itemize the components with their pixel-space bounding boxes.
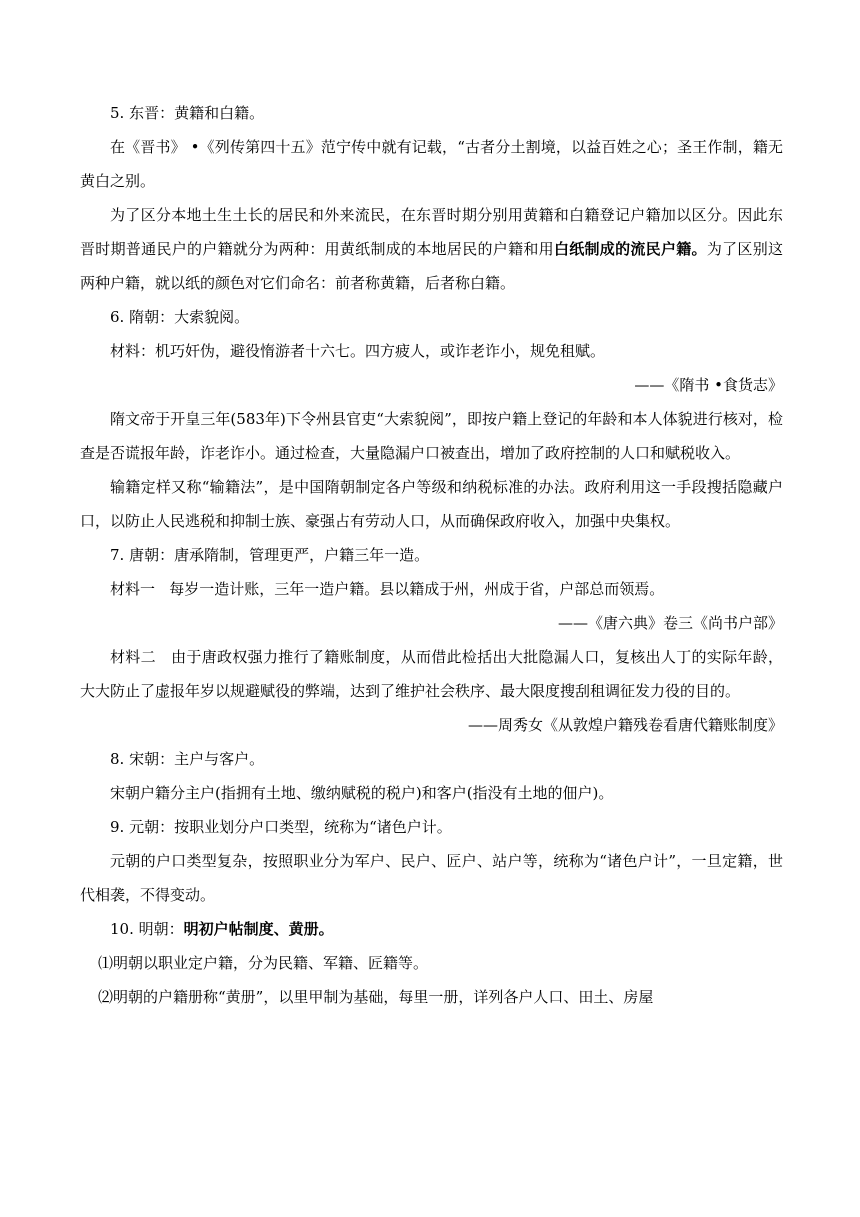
list-item: ⑴明朝以职业定户籍，分为民籍、军籍、匠籍等。 [98,954,429,972]
document-page [80,96,783,1014]
paragraph: 宋朝户籍分主户(指拥有土地、缴纳赋税的税户)和客户(指没有土地的佃户)。 [110,784,614,802]
material-quote: 材料一 每岁一造计账，三年一造户籍。县以籍成于州，州成于省，户部总而领焉。 [110,580,665,598]
quote-source: ——《隋书 •食货志》 [634,376,783,394]
paragraph-text: 为了区分本地土生土长的居民和外来流民，在东晋时期分别用黄籍和白籍登记户籍加以区分。因此东晋时期普通民户的户籍就分为两种：用黄纸制成的本地居民的户籍和用 [80,206,783,258]
quote-source: ——《唐六典》卷三《尚书户部》 [557,614,783,632]
quote-source: ——周秀女《从敦煌户籍残卷看唐代籍账制度》 [467,716,783,734]
heading-number: 10. 明朝： [110,920,184,938]
material-quote: 材料二 由于唐政权强力推行了籍账制度，从而借此检括出大批隐漏人口，复核出人丁的实际年龄，大大防止了虚报年岁以规避赋役的弊端，达到了维护社会秩序、最大限度搜刮租调征发力役的目的。 [80,648,783,700]
paragraph [80,198,783,300]
section-heading-yuan: 9. 元朝：按职业划分户口类型，统称为“诸色户计。 [110,818,452,836]
section-heading-ming [80,912,783,946]
paragraph: 元朝的户口类型复杂，按照职业分为军户、民户、匠户、站户等，统称为“诸色户计”，一旦定籍，世代相袭，不得变动。 [80,852,783,904]
section-heading-sui: 6. 隋朝：大索貌阅。 [110,308,250,326]
paragraph: 输籍定样又称“输籍法”，是中国隋朝制定各户等级和纳税标准的办法。政府利用这一手段搜括隐藏户口，以防止人民逃税和抑制士族、豪强占有劳动人口，从而确保政府收入，加强中央集权。 [80,478,783,530]
paragraph-text: 为了区别这两种户籍，就以纸的颜色对它们命名：前者称黄籍，后者称白籍。 [80,240,783,292]
bold-phrase: 白纸制成的流民户籍。 [553,240,707,258]
paragraph: 隋文帝于开皇三年(583年)下令州县官吏“大索貌阅”，即按户籍上登记的年龄和本人体貌进行核对，检查是否谎报年龄，诈老诈小。通过检查，大量隐漏户口被查出，增加了政府控制的人口和赋税收入。 [80,410,783,462]
material-quote: 材料：机巧奸伪，避役惰游者十六七。四方疲人，或诈老诈小，规免租赋。 [110,342,606,360]
section-heading-tang: 7. 唐朝：唐承隋制，管理更严，户籍三年一造。 [110,546,430,564]
section-heading-song: 8. 宋朝：主户与客户。 [110,750,265,768]
list-item: ⑵明朝的户籍册称“黄册”，以里甲制为基础，每里一册，详列各户人口、田土、房屋 [98,988,654,1006]
paragraph: 在《晋书》 •《列传第四十五》范宁传中就有记载，“古者分土割境，以益百姓之心；圣王作制，籍无黄白之别。 [80,138,783,190]
section-heading-dongjin: 5. 东晋：黄籍和白籍。 [110,104,265,122]
heading-bold: 明初户帖制度、黄册。 [183,920,334,938]
